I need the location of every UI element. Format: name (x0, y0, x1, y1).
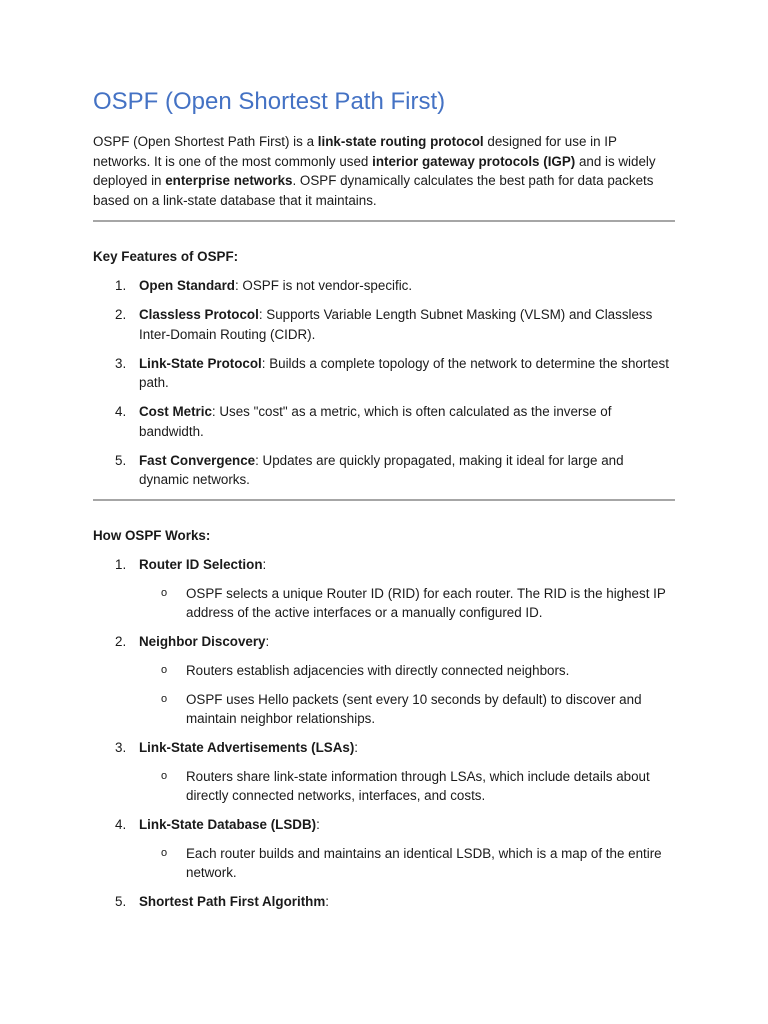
features-list (93, 276, 675, 490)
list-number: 4. (115, 404, 127, 419)
page-title: OSPF (Open Shortest Path First) (93, 88, 446, 115)
bullet-icon: o (161, 663, 168, 676)
sub-list (139, 584, 675, 623)
works-heading: How OSPF Works: (93, 528, 211, 543)
feature-term: Classless Protocol (139, 307, 259, 322)
feature-term: Open Standard (139, 278, 235, 293)
feature-desc: : Builds a complete topology of the network to determine the shortest path. (139, 355, 669, 390)
features-heading: Key Features of OSPF: (93, 249, 239, 264)
sub-item-text: Routers share link-state information through LSAs, which include details about directly connected networks, interfaces, and costs. (186, 768, 650, 803)
step-term: Link-State Database (LSDB) (139, 817, 317, 832)
divider (93, 220, 675, 222)
sub-item-text: OSPF selects a unique Router ID (RID) for each router. The RID is the highest IP address of the active interfaces or a manually configured ID. (186, 585, 666, 620)
sub-list-item (93, 844, 675, 883)
sub-list (139, 661, 675, 729)
step-suffix: : (262, 557, 267, 572)
step-suffix: : (325, 894, 329, 909)
sub-list-item (93, 767, 675, 806)
feature-item (93, 276, 675, 296)
list-number: 4. (115, 817, 127, 832)
sub-item-text: Each router builds and maintains an identical LSDB, which is a map of the entire network. (186, 845, 662, 880)
step-term: Router ID Selection (139, 557, 263, 572)
bullet-icon: o (161, 586, 168, 599)
divider (93, 499, 675, 501)
sub-list-item (93, 661, 675, 681)
step-term: Neighbor Discovery (139, 634, 266, 649)
feature-term: Cost Metric (139, 404, 212, 419)
sub-item-text: OSPF uses Hello packets (sent every 10 seconds by default) to discover and maintain neighbor relationships. (186, 691, 642, 726)
list-number: 5. (115, 894, 127, 909)
works-step (93, 815, 675, 883)
step-suffix: : (265, 634, 270, 649)
feature-desc: : Updates are quickly propagated, making it ideal for large and dynamic networks. (139, 452, 624, 487)
intro-text-1: OSPF (Open Shortest Path First) is a (93, 134, 318, 149)
sub-list-item (93, 690, 675, 729)
intro-text-4: . OSPF dynamically calculates the best path for data packets based on a link-state database that it maintains. (93, 173, 654, 208)
list-number: 1. (115, 278, 127, 293)
works-step (93, 892, 675, 912)
list-number: 3. (115, 355, 127, 371)
step-suffix: : (316, 817, 320, 832)
bullet-icon: o (161, 692, 168, 705)
list-number: 2. (115, 634, 127, 649)
sub-list (139, 844, 675, 883)
intro-bold-2: interior gateway protocols (IGP) (372, 153, 576, 169)
works-step (93, 738, 675, 806)
intro-bold-1: link-state routing protocol (317, 134, 484, 149)
list-number: 2. (115, 307, 127, 322)
works-step (93, 632, 675, 729)
list-number: 1. (115, 557, 127, 572)
feature-desc: : OSPF is not vendor-specific. (234, 278, 413, 293)
feature-item (93, 402, 675, 441)
feature-item (93, 451, 675, 490)
feature-desc: : Uses "cost" as a metric, which is often calculated as the inverse of bandwidth. (139, 404, 612, 439)
bullet-icon: o (161, 846, 168, 859)
sub-list (139, 767, 675, 806)
step-suffix: : (354, 740, 359, 755)
feature-desc: : Supports Variable Length Subnet Masking (VLSM) and Classless Inter-Domain Routing (CIDR). (139, 307, 653, 342)
intro-text-3: and is widely deployed in (93, 153, 656, 188)
feature-item (93, 305, 675, 344)
sub-list-item (93, 584, 675, 623)
document-content (93, 86, 675, 921)
feature-item (93, 354, 675, 393)
intro-text-2: designed for use in IP networks. It is one of the most commonly used (93, 134, 617, 169)
feature-term: Fast Convergence (139, 452, 256, 468)
works-step (93, 555, 675, 623)
sub-item-text: Routers establish adjacencies with directly connected neighbors. (186, 662, 570, 678)
step-term: Shortest Path First Algorithm (139, 894, 326, 909)
intro-bold-3: enterprise networks (165, 173, 293, 188)
works-list (93, 555, 675, 912)
list-number: 5. (115, 452, 127, 468)
step-term: Link-State Advertisements (LSAs) (139, 740, 355, 755)
list-number: 3. (115, 740, 127, 755)
bullet-icon: o (161, 769, 168, 782)
feature-term: Link-State Protocol (139, 355, 262, 371)
intro-paragraph (93, 132, 675, 210)
